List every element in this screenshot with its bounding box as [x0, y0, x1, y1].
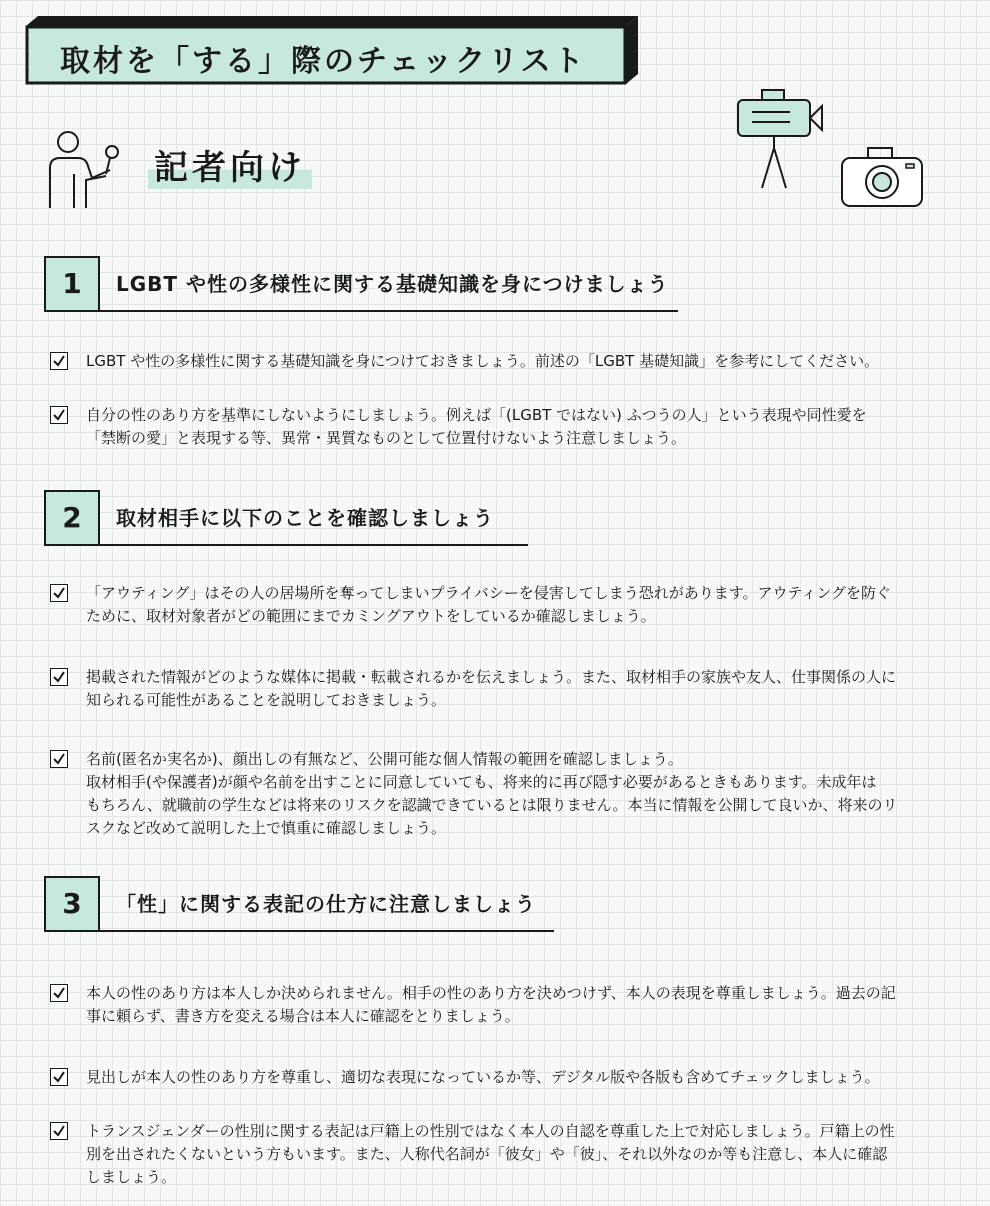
- audience-label: 記者向け: [148, 140, 312, 189]
- section-number: 3: [44, 876, 100, 932]
- checklist-item: [50, 582, 962, 630]
- section-title: 「性」に関する表記の仕方に注意しましょう: [116, 892, 536, 916]
- section-underline: [44, 930, 554, 932]
- checkbox-icon: [50, 1122, 68, 1140]
- checkbox-icon: [50, 984, 68, 1002]
- checkbox-icon: [50, 750, 68, 768]
- checklist-item-text: 自分の性のあり方を基準にしないようにしましょう。例えば「(LGBT ではない) ふつうの人」という表現や同性愛を 「禁断の愛」と表現する等、異常・異質なものとして位置付けないよう注意しましょう。: [86, 406, 867, 447]
- section-title: 取材相手に以下のことを確認しましょう: [116, 506, 494, 530]
- checklist-item: [50, 982, 962, 1030]
- checklist-item-text: LGBT や性の多様性に関する基礎知識を身につけておきましょう。前述の「LGBT 基礎知識」を参考にしてください。: [86, 352, 880, 370]
- checklist-item-text: 本人の性のあり方は本人しか決められません。相手の性のあり方を決めつけず、本人の表現を尊重しましょう。過去の記 事に頼らず、書き方を変える場合は本人に確認をとりましょう。: [86, 984, 896, 1025]
- camera-icon: [838, 146, 928, 210]
- reporter-microphone-icon: [44, 128, 124, 210]
- section-3-header: [44, 876, 554, 932]
- section-number: 1: [44, 256, 100, 312]
- checklist-item: [50, 748, 962, 844]
- checklist-item: [50, 350, 962, 374]
- checkbox-icon: [50, 352, 68, 370]
- checkbox-icon: [50, 584, 68, 602]
- section-2-header: [44, 490, 528, 546]
- checklist-item-text: 名前(匿名か実名か)、顔出しの有無など、公開可能な個人情報の範囲を確認しましょう。 取材相手(や保護者)が顔や名前を出すことに同意していても、将来的に再び隠す必要があるときもあります。未成年は もちろん、就職前の学生などは将来のリスクを認識できているとは限りません。本当に情報を公開して良いか、将来のリ スクなど改めて説明した上で慎重に確認しましょう。: [86, 750, 898, 837]
- section-underline: [44, 310, 678, 312]
- section-title: LGBT や性の多様性に関する基礎知識を身につけましょう: [116, 272, 669, 296]
- checkbox-icon: [50, 1068, 68, 1086]
- section-underline: [44, 544, 528, 546]
- checklist-item: [50, 1066, 962, 1090]
- page-title: 取材を「する」際のチェックリスト: [60, 44, 587, 79]
- checklist-item-text: 「アウティング」はその人の居場所を奪ってしまいプライバシーを侵害してしまう恐れがあります。アウティングを防ぐ ために、取材対象者がどの範囲にまでカミングアウトをしているか確認しましょう。: [86, 584, 892, 625]
- checklist-item: [50, 404, 962, 452]
- title-banner: [24, 14, 642, 86]
- section-1-header: [44, 256, 678, 312]
- checklist-item-text: 見出しが本人の性のあり方を尊重し、適切な表現になっているか等、デジタル版や各版も含めてチェックしましょう。: [86, 1068, 880, 1086]
- checkbox-icon: [50, 406, 68, 424]
- checklist-item: [50, 1120, 962, 1192]
- checklist-item-text: トランスジェンダーの性別に関する表記は戸籍上の性別ではなく本人の自認を尊重した上で対応しましょう。戸籍上の性 別を出されたくないという方もいます。また、人称代名詞が「彼女」や「彼」、それ以外なのか等も注意し、本人に確認 しましょう。: [86, 1122, 895, 1186]
- checklist-item: [50, 666, 962, 714]
- video-camera-icon: [734, 88, 826, 192]
- checklist-item-text: 掲載された情報がどのような媒体に掲載・転載されるかを伝えましょう。また、取材相手の家族や友人、仕事関係の人に 知られる可能性があることを説明しておきましょう。: [86, 668, 897, 709]
- checkbox-icon: [50, 668, 68, 686]
- section-number: 2: [44, 490, 100, 546]
